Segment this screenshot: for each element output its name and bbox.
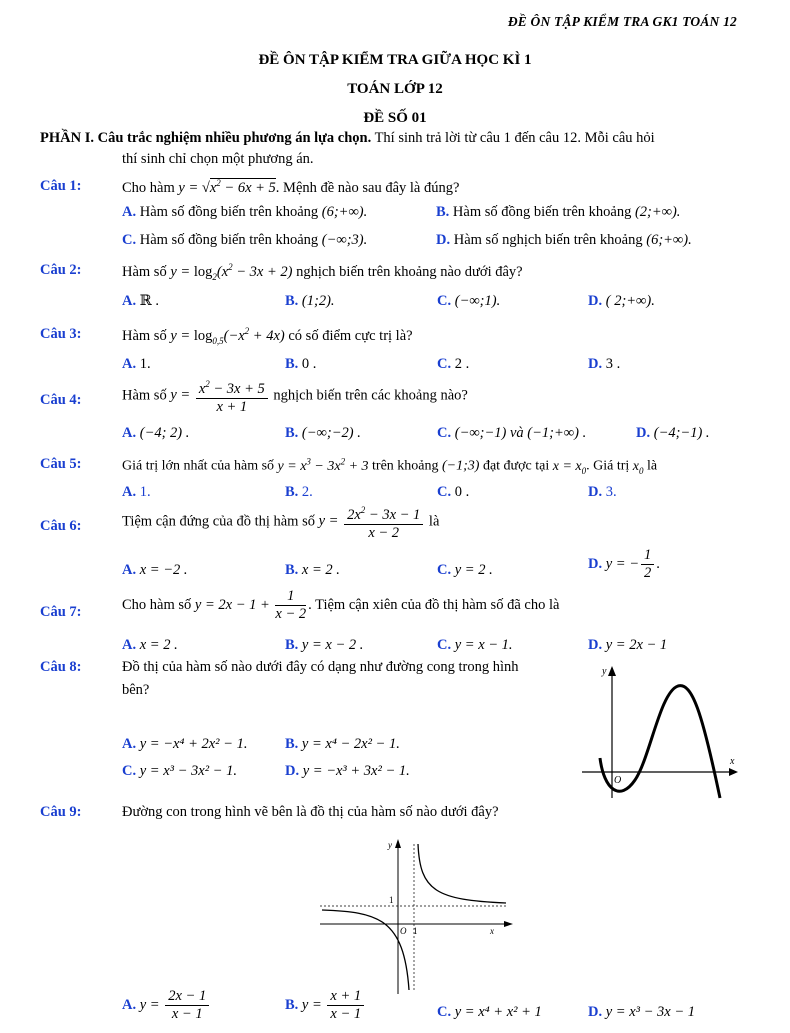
option-label: D. bbox=[436, 232, 451, 248]
option-label: C. bbox=[437, 356, 452, 372]
x-axis-arrow bbox=[729, 768, 738, 776]
question-text: là bbox=[643, 458, 658, 474]
option-label: B. bbox=[285, 425, 299, 441]
option-text: y = −x⁴ + 2x² − 1. bbox=[139, 736, 248, 752]
option-text: 0 . bbox=[301, 356, 317, 372]
q9-option-d[interactable] bbox=[588, 1004, 695, 1021]
q1-option-a[interactable] bbox=[122, 204, 367, 221]
question-8-text-1: Đồ thị của hàm số nào dưới đây có dạng như đường cong trong hình bbox=[122, 659, 519, 675]
question-text: Hàm số bbox=[122, 387, 171, 404]
q5-option-d[interactable] bbox=[588, 484, 617, 501]
option-label: B. bbox=[285, 736, 299, 752]
formula-x0: $x = x_0$ bbox=[552, 458, 587, 476]
tick-x-1: 1 bbox=[413, 926, 418, 936]
question-9 bbox=[40, 804, 82, 821]
option-label: A. bbox=[122, 637, 137, 653]
question-number: Câu 1: bbox=[40, 178, 82, 194]
option-text: 3. bbox=[605, 484, 617, 500]
q7-option-b[interactable] bbox=[285, 637, 363, 654]
question-text: có số điểm cực trị là? bbox=[284, 327, 413, 344]
q1-option-d[interactable] bbox=[436, 232, 692, 249]
question-number: Câu 7: bbox=[40, 604, 82, 620]
option-label: B. bbox=[285, 293, 299, 309]
q8-option-d[interactable] bbox=[285, 763, 410, 780]
option-math: (2;+∞). bbox=[634, 204, 681, 220]
option-text: y = x³ − 3x − 1 bbox=[605, 1004, 695, 1020]
exam-title: ĐỀ ÔN TẬP KIỂM TRA GIỮA HỌC KÌ 1 bbox=[258, 52, 532, 68]
question-4-stem bbox=[122, 376, 468, 416]
option-label: C. bbox=[437, 425, 452, 441]
option-text: (−∞;−2) . bbox=[301, 425, 361, 441]
y-axis-arrow bbox=[608, 666, 616, 676]
option-label: C. bbox=[122, 232, 137, 248]
option-text: 2 . bbox=[454, 356, 470, 372]
q4-option-c[interactable] bbox=[437, 425, 586, 442]
option-label: D. bbox=[588, 1004, 603, 1020]
question-6-stem bbox=[122, 502, 439, 542]
part-label: PHẦN I. Câu trắc nghiệm nhiều phương án lựa chọn. bbox=[40, 130, 372, 146]
option-label: D. bbox=[588, 356, 603, 372]
question-text: nghịch biến trên khoảng nào dưới đây? bbox=[292, 263, 523, 280]
q2-option-a[interactable] bbox=[122, 293, 159, 310]
option-label: A. bbox=[122, 736, 137, 752]
question-2 bbox=[40, 262, 82, 279]
question-5-stem bbox=[122, 456, 657, 475]
q3-option-c[interactable] bbox=[437, 356, 469, 373]
question-3-stem bbox=[122, 326, 413, 346]
option-formula: y = $\frac{2x - 1}{x - 1}$ bbox=[140, 997, 211, 1013]
option-text: y = x − 1. bbox=[454, 637, 513, 653]
option-text: (1;2). bbox=[301, 293, 335, 309]
option-label: A. bbox=[122, 425, 137, 441]
question-number: Câu 9: bbox=[40, 804, 82, 820]
q9-option-c[interactable] bbox=[437, 1004, 542, 1021]
x-label: x bbox=[730, 756, 735, 767]
q5-option-b[interactable] bbox=[285, 484, 313, 501]
option-math: (6;+∞). bbox=[321, 204, 368, 220]
q3-option-a[interactable] bbox=[122, 356, 151, 373]
option-label: B. bbox=[436, 204, 450, 220]
question-text: đạt được tại bbox=[479, 458, 553, 474]
question-number: Câu 4: bbox=[40, 392, 82, 408]
question-text: Hàm số bbox=[122, 327, 171, 344]
option-text: ℝ . bbox=[139, 293, 160, 309]
option-text: (−4; 2) . bbox=[139, 425, 190, 441]
origin-label: O bbox=[614, 775, 622, 786]
exam-subject: TOÁN LỚP 12 bbox=[347, 81, 443, 97]
formula: $y = \log_{0,5}(-x^2 + 4x)$ bbox=[170, 326, 285, 346]
question-text: . Giá trị bbox=[586, 458, 633, 474]
fraction-half: $\frac{1}{2}$ bbox=[641, 547, 654, 582]
option-math: (6;+∞). bbox=[646, 232, 692, 248]
q4-option-a[interactable] bbox=[122, 425, 189, 442]
tick-y-1: 1 bbox=[389, 895, 394, 905]
option-label: A. bbox=[122, 356, 137, 372]
option-text: Hàm số nghịch biến trên khoảng bbox=[453, 232, 647, 248]
option-label: D. bbox=[588, 555, 603, 572]
option-text: y = x − 2 . bbox=[301, 637, 364, 653]
exam-number: ĐỀ SỐ 01 bbox=[363, 110, 427, 126]
question-number: Câu 3: bbox=[40, 326, 82, 342]
question-number: Câu 6: bbox=[40, 518, 82, 534]
q2-option-b[interactable] bbox=[285, 293, 335, 310]
question-number: Câu 2: bbox=[40, 262, 82, 278]
question-text: . Tiệm cận xiên của đồ thị hàm số đã cho là bbox=[308, 596, 560, 613]
q6-option-c[interactable] bbox=[437, 562, 493, 579]
q5-option-c[interactable] bbox=[437, 484, 469, 501]
option-label: A. bbox=[122, 484, 137, 500]
question-text: Hàm số bbox=[122, 263, 171, 280]
option-text: y = 2 . bbox=[454, 562, 493, 578]
question-5 bbox=[40, 456, 82, 473]
origin-label: O bbox=[400, 926, 407, 936]
option-text: Hàm số đồng biến trên khoảng bbox=[139, 232, 322, 248]
option-text: x = 2 . bbox=[301, 562, 340, 578]
option-label: B. bbox=[285, 356, 299, 372]
option-text: y = −x³ + 3x² − 1. bbox=[302, 763, 410, 779]
option-label: B. bbox=[285, 484, 299, 500]
question-2-stem bbox=[122, 262, 523, 282]
question-8 bbox=[40, 659, 82, 676]
question-text: Cho hàm số bbox=[122, 596, 195, 613]
option-label: D. bbox=[588, 293, 603, 309]
formula: y = $\frac{2x^2 - 3x - 1}{x - 2}$ bbox=[319, 513, 426, 529]
option-text: (−∞;1). bbox=[454, 293, 501, 309]
part-text-2: thí sinh chỉ chọn một phương án. bbox=[122, 151, 314, 167]
x-axis-arrow bbox=[504, 921, 513, 927]
option-text: 1. bbox=[139, 484, 151, 500]
y-axis-arrow bbox=[395, 839, 401, 848]
option-label: C. bbox=[437, 484, 452, 500]
option-text: x = 2 . bbox=[139, 637, 178, 653]
question-text: là bbox=[425, 513, 440, 530]
option-label: C. bbox=[437, 1004, 452, 1020]
hyperbola-left-branch bbox=[322, 910, 409, 990]
option-label: B. bbox=[285, 562, 299, 578]
question-text: Giá trị lớn nhất của hàm số bbox=[122, 458, 278, 474]
option-label: C. bbox=[437, 293, 452, 309]
q1-option-b[interactable] bbox=[436, 204, 680, 221]
question-6 bbox=[40, 518, 82, 535]
question-3 bbox=[40, 326, 82, 343]
q9-option-b[interactable] bbox=[285, 988, 366, 1023]
option-text: Hàm số đồng biến trên khoảng bbox=[139, 204, 322, 220]
part-heading bbox=[40, 130, 655, 147]
option-text: Hàm số đồng biến trên khoảng bbox=[452, 204, 635, 220]
question-1 bbox=[40, 178, 82, 195]
q6-option-d[interactable]: D. y = − $\frac{1}{2}$ . bbox=[588, 547, 660, 581]
question-text: . Mệnh đề nào sau đây là đúng? bbox=[275, 179, 460, 196]
q6-option-a[interactable] bbox=[122, 562, 188, 579]
option-label: C. bbox=[437, 562, 452, 578]
hyperbola-right-branch bbox=[418, 844, 506, 903]
option-text: y = x⁴ − 2x² − 1. bbox=[301, 736, 400, 752]
question-4 bbox=[40, 392, 82, 409]
option-math: (−∞;3). bbox=[321, 232, 368, 248]
question-8-text-2: bên? bbox=[122, 682, 150, 698]
option-text: ( 2;+∞). bbox=[605, 293, 655, 309]
question-text: trên khoảng bbox=[368, 458, 443, 474]
option-text: (−4;−1) . bbox=[653, 425, 710, 441]
option-label: D. bbox=[588, 484, 603, 500]
question-7 bbox=[40, 604, 82, 621]
option-label: D. bbox=[588, 637, 603, 653]
q8-option-b[interactable] bbox=[285, 736, 400, 753]
formula: $y = √x^2 - 6x + 5$ bbox=[178, 178, 276, 196]
q2-option-d[interactable] bbox=[588, 293, 655, 310]
option-label: C. bbox=[437, 637, 452, 653]
q2-option-c[interactable] bbox=[437, 293, 500, 310]
option-text: y = 2x − 1 bbox=[605, 637, 668, 653]
q3-option-d[interactable] bbox=[588, 356, 620, 373]
option-text: 1. bbox=[139, 356, 151, 372]
q4-option-b[interactable] bbox=[285, 425, 361, 442]
question-7-stem bbox=[122, 588, 559, 623]
question-9-text: Đường con trong hình vẽ bên là đồ thị của hàm số nào dưới đây? bbox=[122, 804, 499, 820]
q7-option-a[interactable] bbox=[122, 637, 178, 654]
q5-option-a[interactable] bbox=[122, 484, 151, 501]
part-text-1: Thí sinh trả lời từ câu 1 đến câu 12. Mỗi câu hỏi bbox=[371, 130, 655, 146]
q1-option-c[interactable] bbox=[122, 232, 367, 249]
q9-graph bbox=[318, 836, 514, 996]
page-header: ĐỀ ÔN TẬP KIỂM TRA GK1 TOÁN 12 bbox=[507, 14, 737, 29]
formula-x0b: $x_0$ bbox=[632, 458, 644, 476]
option-label: A. bbox=[122, 562, 137, 578]
option-text: x = −2 . bbox=[139, 562, 188, 578]
q6-option-b[interactable] bbox=[285, 562, 340, 579]
y-label: y bbox=[602, 666, 607, 677]
option-text: 0 . bbox=[454, 484, 470, 500]
question-number: Câu 5: bbox=[40, 456, 82, 472]
q8-graph bbox=[580, 662, 740, 802]
option-label: A. bbox=[122, 293, 137, 309]
option-label: D. bbox=[285, 763, 300, 779]
question-text: Tiệm cận đứng của đồ thị hàm số bbox=[122, 513, 319, 530]
option-text: y = x⁴ + x² + 1 bbox=[454, 1004, 542, 1020]
option-label: B. bbox=[285, 637, 299, 653]
option-label: B. bbox=[285, 996, 299, 1013]
option-text: 3 . bbox=[605, 356, 621, 372]
option-text: y = − bbox=[605, 555, 639, 572]
option-label: A. bbox=[122, 204, 137, 220]
q3-option-b[interactable] bbox=[285, 356, 316, 373]
question-text: nghịch biến trên các khoảng nào? bbox=[269, 387, 468, 404]
option-label: D. bbox=[636, 425, 651, 441]
option-text: 2. bbox=[301, 484, 313, 500]
q7-option-d[interactable] bbox=[588, 637, 667, 654]
q8-option-a[interactable] bbox=[122, 736, 247, 753]
q7-option-c[interactable] bbox=[437, 637, 513, 654]
option-label: A. bbox=[122, 996, 137, 1013]
question-text: Cho hàm bbox=[122, 179, 179, 196]
question-number: Câu 8: bbox=[40, 659, 82, 675]
formula: $y = x^3 - 3x^2 + 3$ bbox=[277, 456, 369, 474]
q4-option-d[interactable] bbox=[636, 425, 710, 442]
formula: y = 2x − 1 + $\frac{1}{x - 2}$ bbox=[194, 588, 307, 622]
option-label: C. bbox=[122, 763, 137, 779]
question-1-stem bbox=[122, 178, 459, 197]
x-label: x bbox=[490, 926, 494, 936]
option-text: y = x³ − 3x² − 1. bbox=[139, 763, 237, 779]
formula: $y = \log_2(x^2 - 3x + 2)$ bbox=[170, 262, 293, 282]
q8-option-c[interactable] bbox=[122, 763, 237, 780]
q9-option-a[interactable] bbox=[122, 988, 211, 1023]
formula-interval: (−1;3) bbox=[442, 458, 480, 474]
option-formula: y = $\frac{x + 1}{x - 1}$ bbox=[302, 997, 366, 1013]
y-label: y bbox=[388, 840, 392, 850]
option-text: (−∞;−1) và (−1;+∞) . bbox=[454, 425, 587, 441]
formula: y = $\frac{x^2 - 3x + 5}{x + 1}$ bbox=[170, 387, 269, 403]
